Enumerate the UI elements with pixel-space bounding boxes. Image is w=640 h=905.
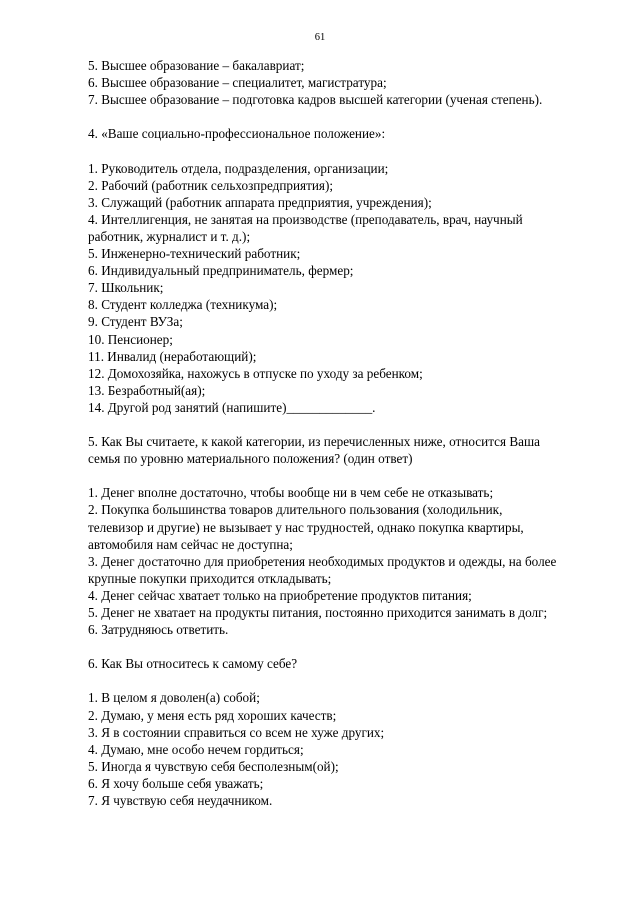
list-item: 2. Думаю, у меня есть ряд хороших качеств; [88, 707, 337, 723]
question-5 [88, 433, 588, 638]
list-item: 4. Денег сейчас хватает только на приобретение продуктов питания; [88, 587, 472, 603]
question-4 [88, 125, 588, 416]
question-title: 4. «Ваше социально-профессиональное положение»: [88, 126, 386, 142]
list-item: 3. Денег достаточно для приобретения необходимых продуктов и одежды, на более [88, 553, 557, 569]
list-item: 5. Инженерно-технический работник; [88, 246, 301, 262]
question-4-options [88, 160, 588, 416]
list-item: 5. Высшее образование – бакалавриат; [88, 58, 305, 73]
list-item: 8. Студент колледжа (техникума); [88, 297, 278, 313]
list-item: 1. Денег вполне достаточно, чтобы вообще ни в чем себе не отказывать; [88, 485, 494, 501]
list-item: 10. Пенсионер; [88, 331, 173, 347]
list-item: 3. Служащий (работник аппарата предприятия, учреждения); [88, 194, 432, 210]
question-title-line: 5. Как Вы считаете, к какой категории, из перечисленных ниже, относится Ваша [88, 434, 541, 450]
list-item: 6. Высшее образование – специалитет, магистратура; [88, 75, 387, 91]
page-number: 61 [314, 32, 326, 43]
question-title-line: семья по уровню материального положения? (один ответ) [88, 451, 413, 467]
list-item: 2. Рабочий (работник сельхозпредприятия); [88, 177, 334, 193]
list-item: 7. Я чувствую себя неудачником. [88, 793, 273, 809]
list-item: 12. Домохозяйка, нахожусь в отпуске по уходу за ребенком; [88, 365, 423, 381]
question-5-options [88, 484, 588, 638]
list-item: автомобиля нам сейчас не доступна; [88, 536, 293, 552]
question-6 [88, 655, 588, 809]
questionnaire-body [88, 57, 588, 809]
list-item: 1. Руководитель отдела, подразделения, организации; [88, 160, 389, 176]
list-item: 4. Думаю, мне особо нечем гордиться; [88, 741, 304, 757]
question-title: 6. Как Вы относитесь к самому себе? [88, 656, 298, 672]
list-item: крупные покупки приходится откладывать; [88, 570, 332, 586]
list-item: 5. Иногда я чувствую себя бесполезным(ой); [88, 758, 339, 774]
education-options-tail [88, 57, 588, 108]
list-item: 7. Высшее образование – подготовка кадров высшей категории (ученая степень). [88, 92, 543, 108]
list-item: 6. Индивидуальный предприниматель, фермер; [88, 263, 354, 279]
list-item: 5. Денег не хватает на продукты питания, постоянно приходится занимать в долг; [88, 605, 548, 620]
list-item: работник, журналист и т. д.); [88, 228, 251, 244]
list-item: 3. Я в состоянии справиться со всем не хуже других; [88, 724, 385, 740]
list-item: 2. Покупка большинства товаров длительного пользования (холодильник, [88, 502, 503, 518]
list-item: 6. Затрудняюсь ответить. [88, 622, 229, 638]
question-6-options [88, 689, 588, 809]
list-item: 13. Безработный(ая); [88, 382, 206, 398]
list-item: 11. Инвалид (неработающий); [88, 348, 257, 364]
list-item: 14. Другой род занятий (напишите)_____________. [88, 399, 376, 415]
list-item: телевизор и другие) не вызывает у нас трудностей, однако покупка квартиры, [88, 519, 524, 535]
list-item: 6. Я хочу больше себя уважать; [88, 775, 264, 791]
list-item: 4. Интеллигенция, не занятая на производстве (преподаватель, врач, научный [88, 211, 523, 227]
list-item: 1. В целом я доволен(а) собой; [88, 690, 260, 706]
list-item: 9. Студент ВУЗа; [88, 314, 183, 330]
list-item: 7. Школьник; [88, 280, 164, 296]
